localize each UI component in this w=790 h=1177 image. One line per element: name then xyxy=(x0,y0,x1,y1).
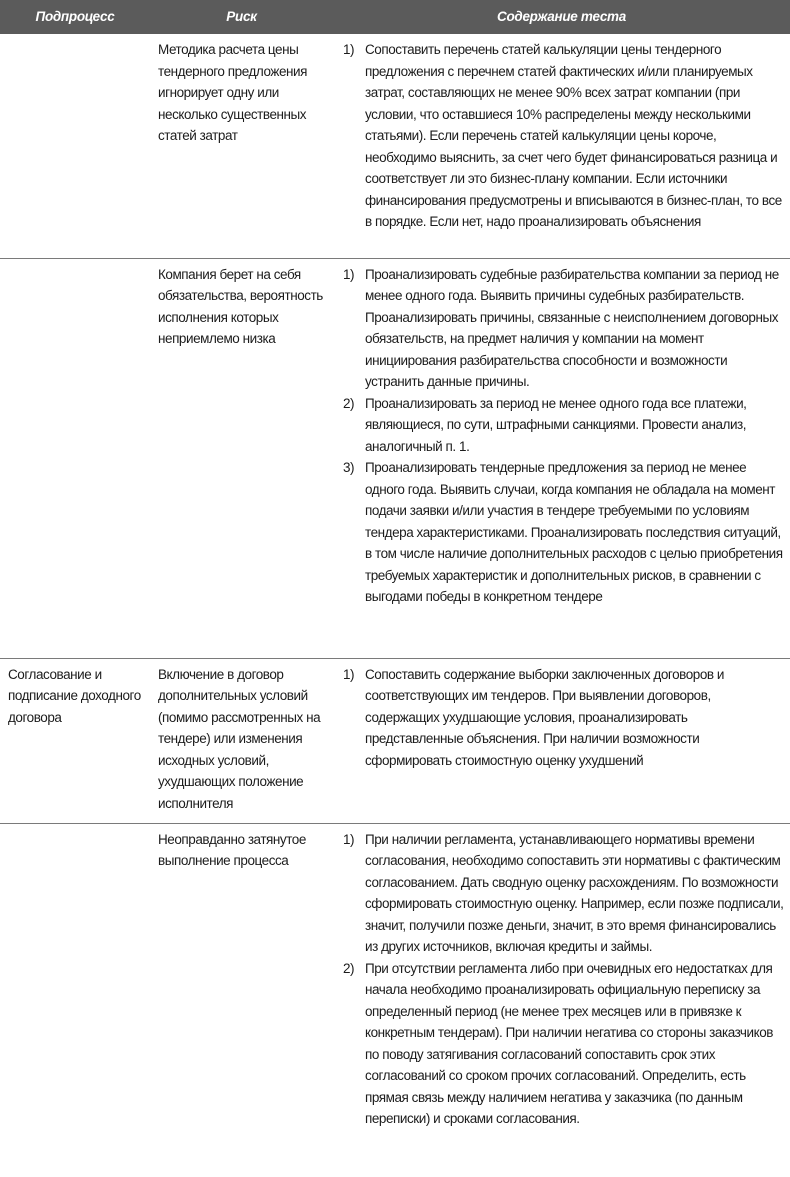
risk-cell: Компания берет на себя обязательства, вероятность исполнения которых неприемлемо низка xyxy=(158,266,323,346)
risk-cell: Методика расчета цены тендерного предложения игнорирует одну или несколько существенных статей затрат xyxy=(158,42,307,143)
subprocess-cell xyxy=(0,823,150,1136)
subprocess-cell: Согласование и подписание доходного договора xyxy=(8,666,141,725)
header-subprocess: Подпроцесс xyxy=(0,0,150,34)
test-item-text: При отсутствии регламента либо при очевидных его недостатках для начала необходимо проанализировать официальную переписку за определенный период (не менее трех месяцев или в привязке к конкретным тендерам). При наличии негатива со стороны заказчиков по поводу затягивания согласований сопоставить срок этих согласований со сроком прочих согласований. Определить, есть прямая связь между наличием негатива у заказчика (по данным переписки) и сроками согласования. xyxy=(365,960,773,1126)
test-item xyxy=(343,457,786,608)
test-item xyxy=(343,829,786,958)
test-item xyxy=(343,664,786,772)
test-item-number: 3) xyxy=(343,460,355,475)
test-cell xyxy=(333,823,790,1136)
test-item xyxy=(343,393,786,458)
test-item xyxy=(343,39,786,233)
test-cell xyxy=(333,658,790,823)
test-item-text: Проанализировать за период не менее одного года все платежи, являющиеся, по сути, штрафными санкциями. Провести анализ, аналогичный п. 1. xyxy=(365,395,747,454)
table-header xyxy=(0,0,790,34)
test-item xyxy=(343,958,786,1130)
risk-cell: Включение в договор дополнительных условий (помимо рассмотренных на тендере) или изменения исходных условий, ухудшающих положение исполнителя xyxy=(158,666,321,811)
header-risk: Риск xyxy=(150,0,333,34)
test-item-number: 2) xyxy=(343,395,355,411)
test-item-number: 2) xyxy=(343,960,355,976)
table-row xyxy=(0,258,790,658)
table-row xyxy=(0,34,790,258)
table-row xyxy=(0,823,790,1136)
test-item-number: 1) xyxy=(343,666,355,682)
header-test-content: Содержание теста xyxy=(333,0,790,34)
test-item-number: 1) xyxy=(343,266,355,282)
test-item-text: Сопоставить перечень статей калькуляции цены тендерного предложения с перечнем статей фактических и/или планируемых затрат, составляющих не менее 90% всех затрат компании (при условии, что оставшиеся 10% распределены между несколькими статьями). Если перечень статей калькуляции цены короче, необходимо выяснить, за счет чего будет финансироваться разница и соответствует ли это бизнес-плану компании. Если источники финансирования предусмотрены и вписываются в бизнес-план, то все в порядке. Если нет, надо проанализировать объяснения xyxy=(365,42,782,229)
test-item-text: Проанализировать тендерные предложения за период не менее одного года. Выявить случаи, когда компания не обладала на момент подачи заявки и/или участия в тендере требуемыми по условиям тендера характеристиками. Проанализировать последствия ситуаций, в том числе наличие дополнительных расходов с целью приобретения требуемых характеристик и дополнительных рисков, в сравнении с выгодами победы в конкретном тендере xyxy=(365,460,783,604)
table-row xyxy=(0,658,790,823)
subprocess-cell xyxy=(0,258,150,658)
test-item-number: 1) xyxy=(343,42,355,57)
test-item-text: Сопоставить содержание выборки заключенных договоров и соответствующих им тендеров. При выявлении договоров, содержащих ухудшающие условия, проанализировать представленные объяснения. При наличии возможности сформировать стоимостную оценку ухудшений xyxy=(365,666,725,768)
test-item-text: Проанализировать судебные разбирательства компании за период не менее одного года. Выявить причины судебных разбирательств. Проанализировать причины, связанные с неисполнением договорных обязательств, на предмет наличия у компании на момент инициирования разбирательства способности и возможности устранить данные причины. xyxy=(365,266,779,389)
risk-cell: Неоправданно затянутое выполнение процесса xyxy=(158,831,306,868)
test-item xyxy=(343,264,786,393)
test-item-text: При наличии регламента, устанавливающего нормативы времени согласования, необходимо сопоставить эти нормативы с фактическим согласованием. Дать сводную оценку расхождениям. По возможности сформировать стоимостную оценку. Например, если позже подписали, значит, получили позже деньги, значит, в это время финансировались из других источников, включая кредиты и займы. xyxy=(365,831,784,954)
test-item-number: 1) xyxy=(343,831,355,847)
test-cell xyxy=(333,258,790,658)
subprocess-cell xyxy=(0,34,150,258)
table-body xyxy=(0,34,790,1136)
test-cell xyxy=(333,34,790,258)
